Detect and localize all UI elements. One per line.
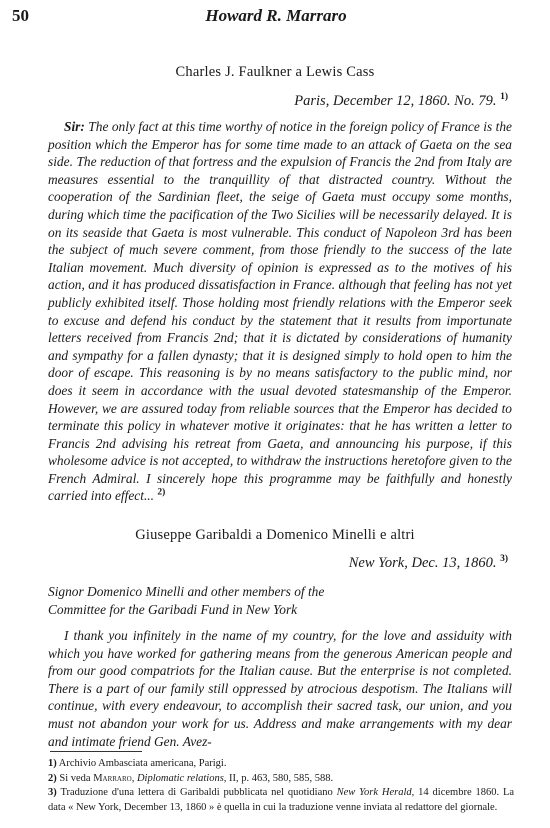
footnote-2-number: 2) [48, 772, 57, 784]
letter1-dateline [294, 93, 508, 110]
letter1-body-text: The only fact at this time worthy of notice in the foreign policy of France is the position which the Emperor has for some time made to an attack of Gaeta on the sea side. The reduction of that fortress and the expulsion of Francis the 2nd from Italy are measures essential to the tranquillity of that distracted country. Without the cooperation of the Sardinian fleet, the seige of Gaeta must occupy some months, during which time the pacification of the Two Sicilies will be necessarily delayed. It is on its seaside that Gaeta is most vulnerable. This conduct of Napoleon 3rd has been the subject of much severe comment, from those friendly to the success of the late Italian movement. Much diversity of opinion is expressed as to the motives of his action, and it has produced dissatisfaction in France. although that feeling has not yet publicly exhibited itself. Those holding most friendly relations with the Emperor seek to excuse and defend his conduct by the statement that it results from importunate letters received from Francis 2nd; that it is dictated by considerations of humanity and sympathy for a fallen dynasty; that it is designed simply to hold open to him the door of escape. This reasoning is by no means satisfactory to the public mind, nor does it seem in accordance with the usual devoted statesmanship of the Emperor. However, we are assured today from reliable sources that the Emperor has decided to terminate this policy in whatever motive it originates: that he has written a letter to Francis 2nd advising his retreat from Gaeta, and announcing his purpose, if this wholesome advice is not accepted, to withdraw the instructions heretofore given to the French Admiral. I sincerely hope this programme may be faithfully and honestly carried into effect... [48, 119, 512, 504]
footnotes [48, 757, 514, 815]
footnote-ref-3: 3) [500, 554, 508, 565]
footnote-3-prefix: Traduzione d'una lettera di Garibaldi pubblicata nel quotidiano [60, 787, 333, 798]
letter1-title: Charles J. Faulkner a Lewis Cass [175, 64, 375, 80]
letter1-dateline-text: Paris, December 12, 1860. No. 79. [294, 93, 497, 109]
footnote-2-pages: II, p. 463, 580, 585, 588. [229, 772, 334, 784]
footnote-3-newspaper: New York Herald, [336, 787, 415, 798]
footnote-1-text: Archivio Ambasciata americana, Parigi. [58, 758, 227, 769]
footnote-3-number: 3) [48, 787, 57, 798]
letter2-title: Giuseppe Garibaldi a Domenico Minelli e altri [135, 527, 415, 543]
letter2-address-line1: Signor Domenico Minelli and other members of the [48, 584, 325, 599]
letter1-body [48, 118, 512, 505]
footnote-ref-2: 2) [157, 488, 166, 498]
letter2-body-text: I thank you infinitely in the name of my country, for the love and assiduity with which you have worked for gathering means from the generous American people and from our good compatriots for the Italian cause. But the enterprise is not completed. There is a part of our family still oppressed by atrocious despotism. The Italians will continue, with every endeavour, to accomplish their sacred task, our union, and you must not abandon your work for us. Address and make arrangements with my dear and intimate friend Gen. Avez- [48, 628, 512, 749]
letter2-dateline [349, 555, 508, 572]
page-header [12, 6, 540, 28]
footnote-3-text: 14 dicembre 1860. La data « New York, December 13, 1860 » è quella in cui la traduzione venne inviata al redattore del giornale. [48, 787, 515, 813]
footnote-1 [48, 757, 514, 772]
letter2-address-line2: Committee for the Garibadi Fund in New York [48, 601, 298, 617]
footnote-ref-1: 1) [500, 92, 508, 103]
letter2-address [48, 583, 512, 618]
footnote-rule [50, 751, 142, 752]
footnote-1-number: 1) [48, 758, 57, 769]
footnote-2-author: Marraro, [93, 772, 135, 784]
footnote-2-prefix: Si veda [59, 772, 91, 784]
running-head: Howard R. Marraro [205, 6, 347, 25]
footnote-3 [48, 786, 514, 815]
page-number: 50 [12, 6, 29, 25]
letter2-body [48, 627, 512, 750]
footnote-2-title: Diplomatic relations, [136, 772, 227, 784]
letter2-dateline-text: New York, Dec. 13, 1860. [348, 555, 497, 571]
footnote-2 [48, 772, 514, 787]
letter1-salutation: Sir: [64, 119, 85, 134]
